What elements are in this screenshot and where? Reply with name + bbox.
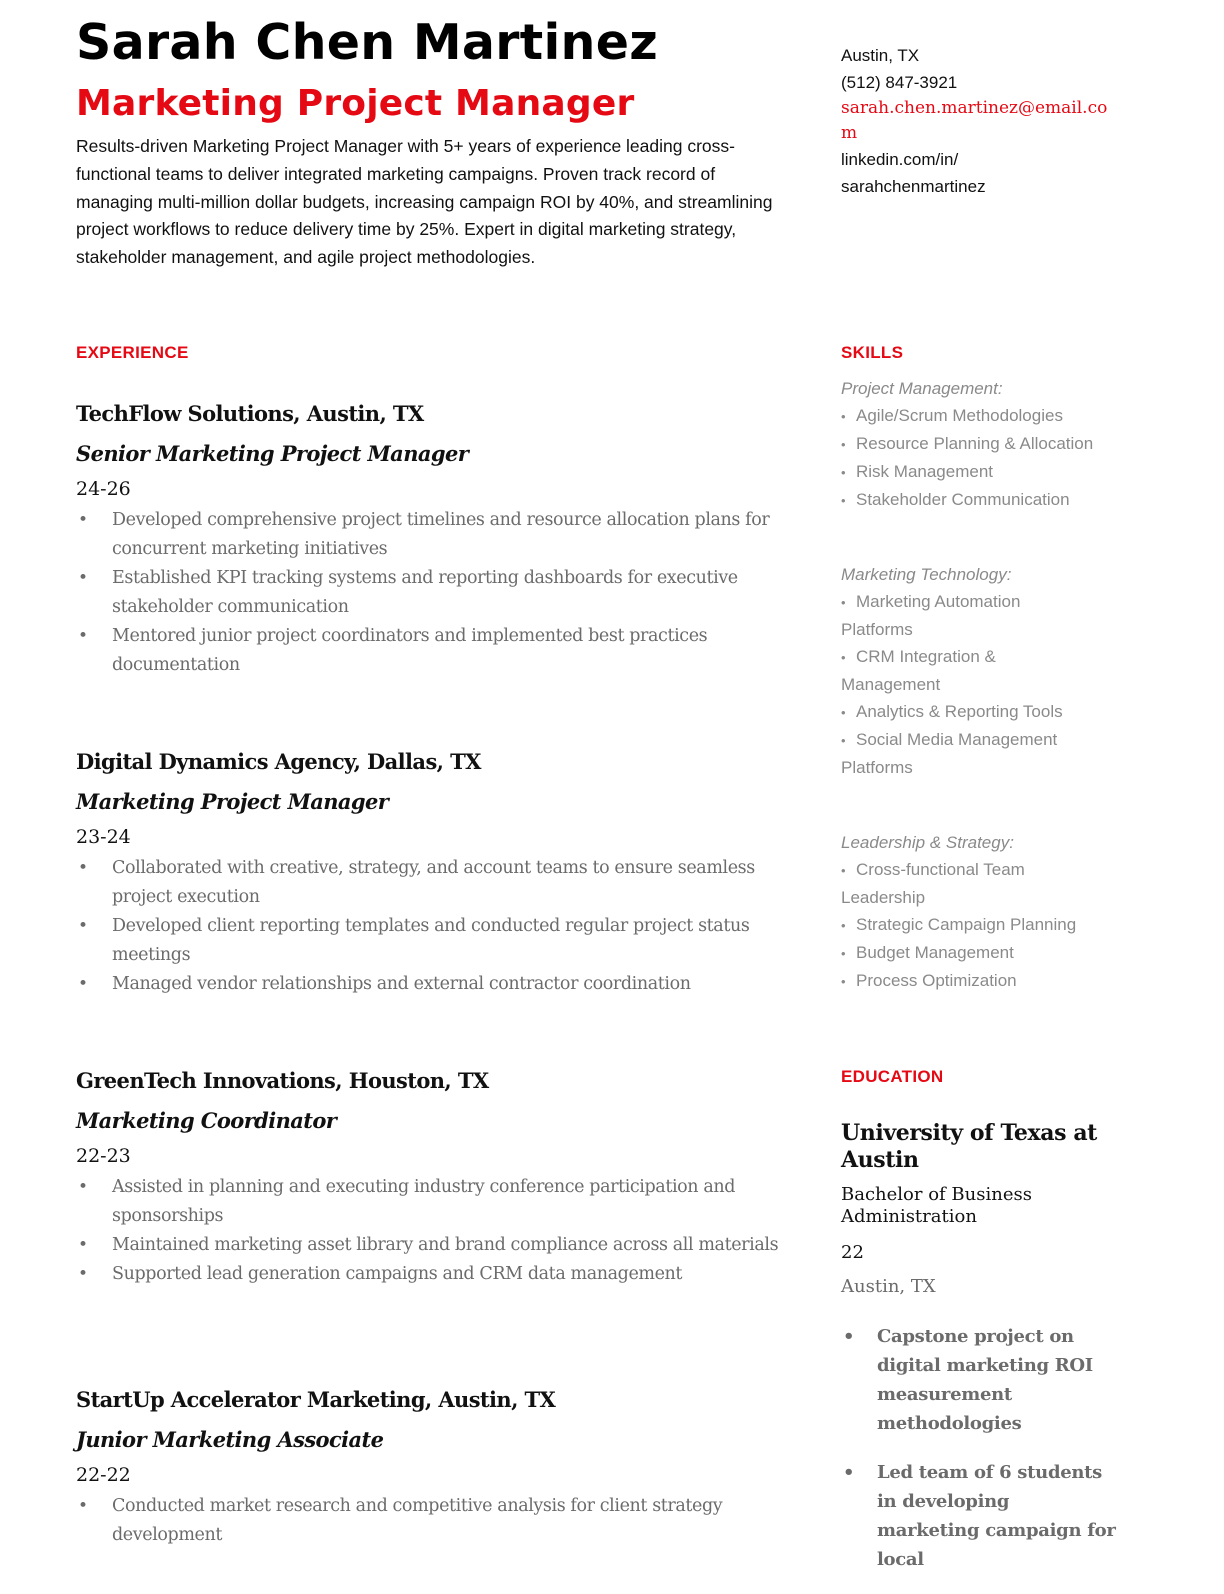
skill-item xyxy=(841,939,1116,967)
skill-item xyxy=(841,967,1116,995)
bullet-dot-icon: • xyxy=(843,1326,855,1347)
education-section-title: EDUCATION xyxy=(841,1067,944,1086)
candidate-headline: Marketing Project Manager xyxy=(76,83,635,124)
skill-text: Stakeholder Communication xyxy=(856,490,1070,509)
skill-item xyxy=(841,458,1116,486)
skill-category: Leadership & Strategy: xyxy=(841,833,1014,852)
education-degree: Bachelor of Business Administration xyxy=(841,1184,1032,1227)
education-school: University of Texas at Austin xyxy=(841,1120,1097,1173)
bullet-dot-icon: • xyxy=(843,1462,855,1483)
bullet-dot-icon: • xyxy=(78,510,88,530)
skill-item xyxy=(841,911,1116,939)
skill-text: Analytics & Reporting Tools xyxy=(856,702,1063,721)
bullet-text: Maintained marketing asset library and brand compliance across all materials xyxy=(112,1235,779,1255)
job-bullet xyxy=(76,1492,786,1550)
education-year: 22 xyxy=(841,1242,864,1263)
job-entry xyxy=(76,1067,786,1289)
skill-bullet-icon: • xyxy=(841,595,846,610)
contact-phone: (512) 847-3921 xyxy=(841,73,958,92)
skill-bullet-icon: • xyxy=(841,437,846,452)
skill-item xyxy=(841,430,1116,458)
bullet-dot-icon: • xyxy=(78,1496,88,1516)
education-bullets xyxy=(841,1322,1116,1574)
education-bullet xyxy=(841,1458,1116,1574)
job-bullet xyxy=(76,1260,786,1289)
bullet-text: Managed vendor relationships and external contractor coordination xyxy=(112,974,691,994)
job-dates: 23-24 xyxy=(76,826,131,848)
contact-location: Austin, TX xyxy=(841,46,920,65)
job-role: Senior Marketing Project Manager xyxy=(76,441,469,466)
skill-bullet-icon: • xyxy=(841,409,846,424)
job-bullet xyxy=(76,1173,786,1231)
skill-text: CRM Integration & Management xyxy=(841,647,996,694)
skill-item xyxy=(841,588,1041,643)
job-company: StartUp Accelerator Marketing, Austin, TX xyxy=(76,1387,556,1412)
bullet-text: Supported lead generation campaigns and CRM data management xyxy=(112,1264,683,1284)
job-bullets xyxy=(76,854,786,999)
skill-text: Cross-functional Team Leadership xyxy=(841,860,1025,907)
bullet-dot-icon: • xyxy=(78,1235,88,1255)
skill-item xyxy=(841,486,1116,514)
skill-text: Marketing Automation Platforms xyxy=(841,592,1021,639)
skill-category: Marketing Technology: xyxy=(841,565,1012,584)
candidate-name: Sarah Chen Martinez xyxy=(76,14,659,71)
skill-text: Social Media Management Platforms xyxy=(841,730,1058,777)
contact-email-link[interactable]: sarah.chen.martinez@email.com xyxy=(841,98,1108,143)
job-bullet xyxy=(76,564,786,622)
job-role: Marketing Coordinator xyxy=(76,1108,337,1133)
skill-item xyxy=(841,402,1116,430)
bullet-dot-icon: • xyxy=(78,916,88,936)
bullet-text: Mentored junior project coordinators and implemented best practices documentation xyxy=(112,626,708,675)
skill-item xyxy=(841,698,1116,726)
bullet-dot-icon: • xyxy=(78,858,88,878)
skill-text: Agile/Scrum Methodologies xyxy=(856,406,1063,425)
skill-bullet-icon: • xyxy=(841,974,846,989)
bullet-text: Capstone project on digital marketing ROI measurement methodologies xyxy=(877,1326,1093,1434)
job-bullet xyxy=(76,970,786,999)
job-bullet xyxy=(76,912,786,970)
job-bullets xyxy=(76,1173,786,1289)
skill-bullet-icon: • xyxy=(841,493,846,508)
bullet-dot-icon: • xyxy=(78,626,88,646)
job-bullet xyxy=(76,854,786,912)
skill-bullet-icon: • xyxy=(841,650,846,665)
skill-group xyxy=(841,829,1077,995)
job-dates: 24-26 xyxy=(76,478,131,500)
job-bullet xyxy=(76,622,786,680)
skill-item xyxy=(841,856,1041,911)
job-entry xyxy=(76,400,786,680)
linkedin-line-2: sarahchenmartinez xyxy=(841,177,986,196)
education-bullet xyxy=(841,1322,1116,1438)
skill-bullet-icon: • xyxy=(841,946,846,961)
bullet-dot-icon: • xyxy=(78,1177,88,1197)
contact-linkedin-link[interactable] xyxy=(841,146,1116,200)
skill-bullet-icon: • xyxy=(841,465,846,480)
bullet-dot-icon: • xyxy=(78,568,88,588)
job-bullets xyxy=(76,506,786,680)
skill-category: Project Management: xyxy=(841,379,1003,398)
professional-summary: Results-driven Marketing Project Manager with 5+ years of experience leading cross-functional teams to deliver integrated marketing campaigns. Proven track record of managing multi-million dollar budgets, increasing campaign ROI by 40%, and streamlining project workflows to reduce delivery time by 25%. Expert in digital marketing strategy, stakeholder management, and agile project methodologies. xyxy=(76,136,773,268)
skill-text: Risk Management xyxy=(856,462,994,481)
skill-text: Budget Management xyxy=(856,943,1014,962)
bullet-text: Developed client reporting templates and conducted regular project status meetings xyxy=(112,916,750,965)
linkedin-line-1: linkedin.com/in/ xyxy=(841,150,959,169)
skill-item xyxy=(841,643,1041,698)
skill-group xyxy=(841,375,1116,514)
job-role: Marketing Project Manager xyxy=(76,789,389,814)
skills-section-title: SKILLS xyxy=(841,343,904,362)
job-company: Digital Dynamics Agency, Dallas, TX xyxy=(76,749,481,774)
job-bullet xyxy=(76,1231,786,1260)
education-entry xyxy=(841,1120,1116,1594)
skill-bullet-icon: • xyxy=(841,918,846,933)
contact-info xyxy=(841,42,1116,200)
job-bullets xyxy=(76,1492,786,1550)
job-company: TechFlow Solutions, Austin, TX xyxy=(76,401,424,426)
job-entry xyxy=(76,1386,786,1550)
bullet-dot-icon: • xyxy=(78,1264,88,1284)
bullet-text: Led team of 6 students in developing marketing campaign for local xyxy=(877,1462,1116,1570)
job-dates: 22-22 xyxy=(76,1464,131,1486)
skill-item xyxy=(841,726,1081,781)
job-company: GreenTech Innovations, Houston, TX xyxy=(76,1068,489,1093)
bullet-text: Developed comprehensive project timelines and resource allocation plans for concurrent marketing initiatives xyxy=(112,510,770,559)
bullet-text: Assisted in planning and executing industry conference participation and sponsorships xyxy=(112,1177,736,1226)
experience-section-title: EXPERIENCE xyxy=(76,343,189,362)
job-entry xyxy=(76,748,786,999)
skill-text: Resource Planning & Allocation xyxy=(856,434,1094,453)
bullet-text: Established KPI tracking systems and reporting dashboards for executive stakeholder communication xyxy=(112,568,738,617)
bullet-dot-icon: • xyxy=(78,974,88,994)
job-role: Junior Marketing Associate xyxy=(76,1427,384,1452)
skill-group xyxy=(841,561,1063,781)
skill-bullet-icon: • xyxy=(841,733,846,748)
skill-bullet-icon: • xyxy=(841,705,846,720)
skill-bullet-icon: • xyxy=(841,863,846,878)
bullet-text: Conducted market research and competitive analysis for client strategy development xyxy=(112,1496,723,1545)
education-location: Austin, TX xyxy=(841,1276,936,1297)
skill-text: Strategic Campaign Planning xyxy=(856,915,1077,934)
skill-text: Process Optimization xyxy=(856,971,1017,990)
bullet-text: Collaborated with creative, strategy, and account teams to ensure seamless project execution xyxy=(112,858,755,907)
job-dates: 22-23 xyxy=(76,1145,131,1167)
job-bullet xyxy=(76,506,786,564)
